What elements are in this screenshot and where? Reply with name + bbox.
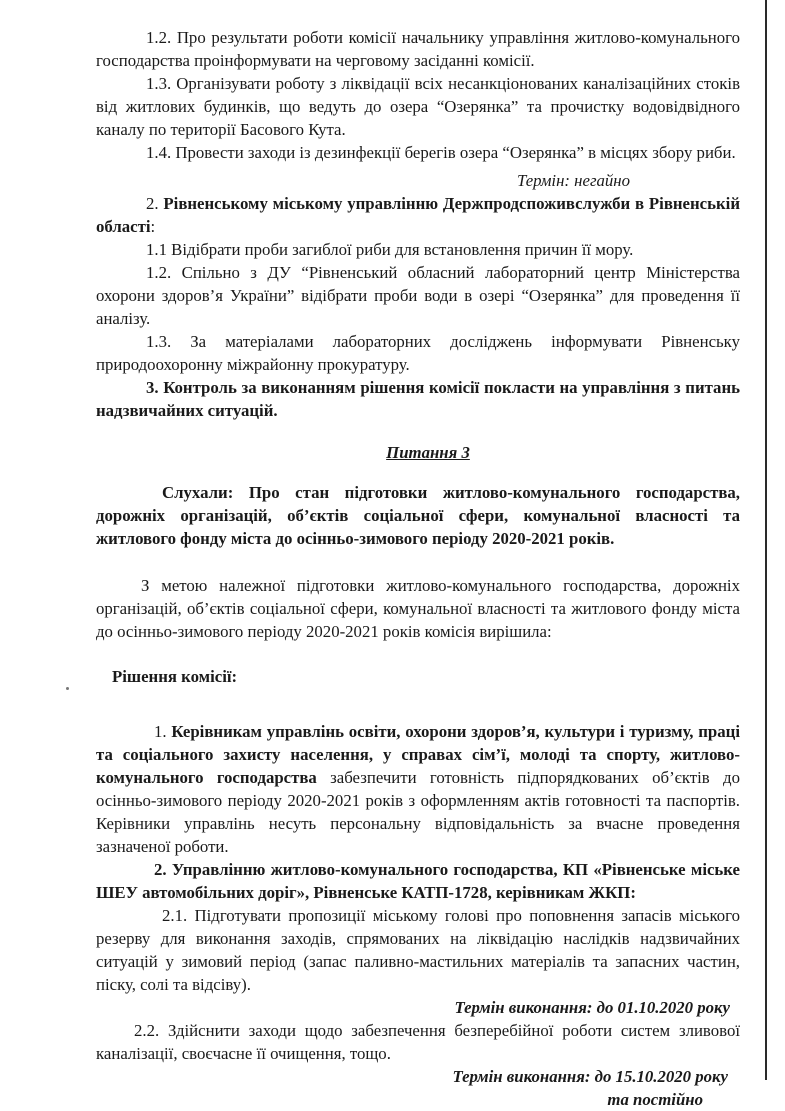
deadline-2-1: Термін виконання: до 01.10.2020 року xyxy=(454,998,730,1017)
item-2-number: 2. xyxy=(146,194,164,213)
decision-2: 2. Управлінню житлово-комунального господарства, КП «Рівненське міське ШЕУ автомобільних доріг», Рівненське КАТП-1728, керівникам ЖКП: xyxy=(96,860,740,902)
section-heading: Питання 3 xyxy=(386,443,470,462)
decision-1 xyxy=(96,720,740,858)
decision-1-addressees: Керівникам управлінь освіти, охорони здоров’я, культури і туризму, праці та соціального захисту населення, у справах сім’ї, молоді та спорту, житлово-комунального господарства xyxy=(96,722,740,787)
item-2-addressee: Рівненському міському управлінню Держпродспоживслужби в Рівненській області xyxy=(96,194,740,236)
item-2-3: 1.3. За матеріалами лабораторних досліджень інформувати Рівненську природоохоронну міжрайонну прокуратуру. xyxy=(96,332,740,374)
item-2-1: 1.1 Відібрати проби загиблої риби для встановлення причин її мору. xyxy=(146,240,634,259)
item-1-2: 1.2. Про результати роботи комісії начальнику управління житлово-комунального господарства проінформувати на черговому засіданні комісії. xyxy=(96,28,740,70)
decision-1-text: забезпечити готовність підпорядкованих об’єктів до осінньо-зимового періоду 2020-2021 років з оформленням актів готовності та паспортів. Керівники управлінь несуть персональну відповідальність за вчасне проведення зазначеної роботи. xyxy=(96,768,740,856)
intro-paragraph: З метою належної підготовки житлово-комунального господарства, дорожніх організацій, об’єктів соціальної сфери, комунальної власності та житлового фонду міста до осінньо-зимового періоду 2020-2021 років комісія вирішила: xyxy=(96,576,740,641)
term-immediately: Термін: негайно xyxy=(516,171,630,190)
page-edge-line xyxy=(765,0,767,1080)
item-2-colon: : xyxy=(150,217,156,236)
scan-speck xyxy=(66,687,69,690)
document-page xyxy=(96,26,740,1111)
heard-paragraph: Слухали: Про стан підготовки житлово-комунального господарства, дорожніх організацій, об’єктів соціальної сфери, комунальної власності та житлового фонду міста до осінньо-зимового періоду 2020-2021 років. xyxy=(96,483,740,548)
item-2 xyxy=(96,192,740,238)
decision-2-1: 2.1. Підготувати пропозиції міському голові про поповнення запасів міського резерву для виконання заходів, спрямованих на ліквідацію наслідків надзвичайних ситуацій у зимовий період (запас паливно-мастильних матеріалів та запасних частин, піску, солі та відсіву). xyxy=(96,906,740,994)
deadline-2-2: Термін виконання: до 15.10.2020 року xyxy=(452,1067,728,1086)
decision-1-number: 1. xyxy=(154,722,172,741)
item-2-2: 1.2. Спільно з ДУ “Рівненський обласний лабораторний центр Міністерства охорони здоров’я України” відібрати проби води в озері “Озерянка” для проведення її аналізу. xyxy=(96,263,740,328)
item-1-4: 1.4. Провести заходи із дезинфекції берегів озера “Озерянка” в місцях збору риби. xyxy=(146,143,736,162)
item-1-3: 1.3. Організувати роботу з ліквідації всіх несанкціонованих каналізаційних стоків від житлових будинків, що ведуть до озера “Озерянка” та прочистку водовідвідного каналу по території Басового Кута. xyxy=(96,74,740,139)
item-3-control: 3. Контроль за виконанням рішення комісії покласти на управління з питань надзвичайних ситуацій. xyxy=(96,378,740,420)
decision-title: Рішення комісії: xyxy=(112,667,238,686)
decision-2-2: 2.2. Здійснити заходи щодо забезпечення безперебійної роботи систем зливової каналізації, своєчасне її очищення, тощо. xyxy=(96,1021,740,1063)
deadline-2-2-continuation: та постійно xyxy=(607,1090,703,1109)
